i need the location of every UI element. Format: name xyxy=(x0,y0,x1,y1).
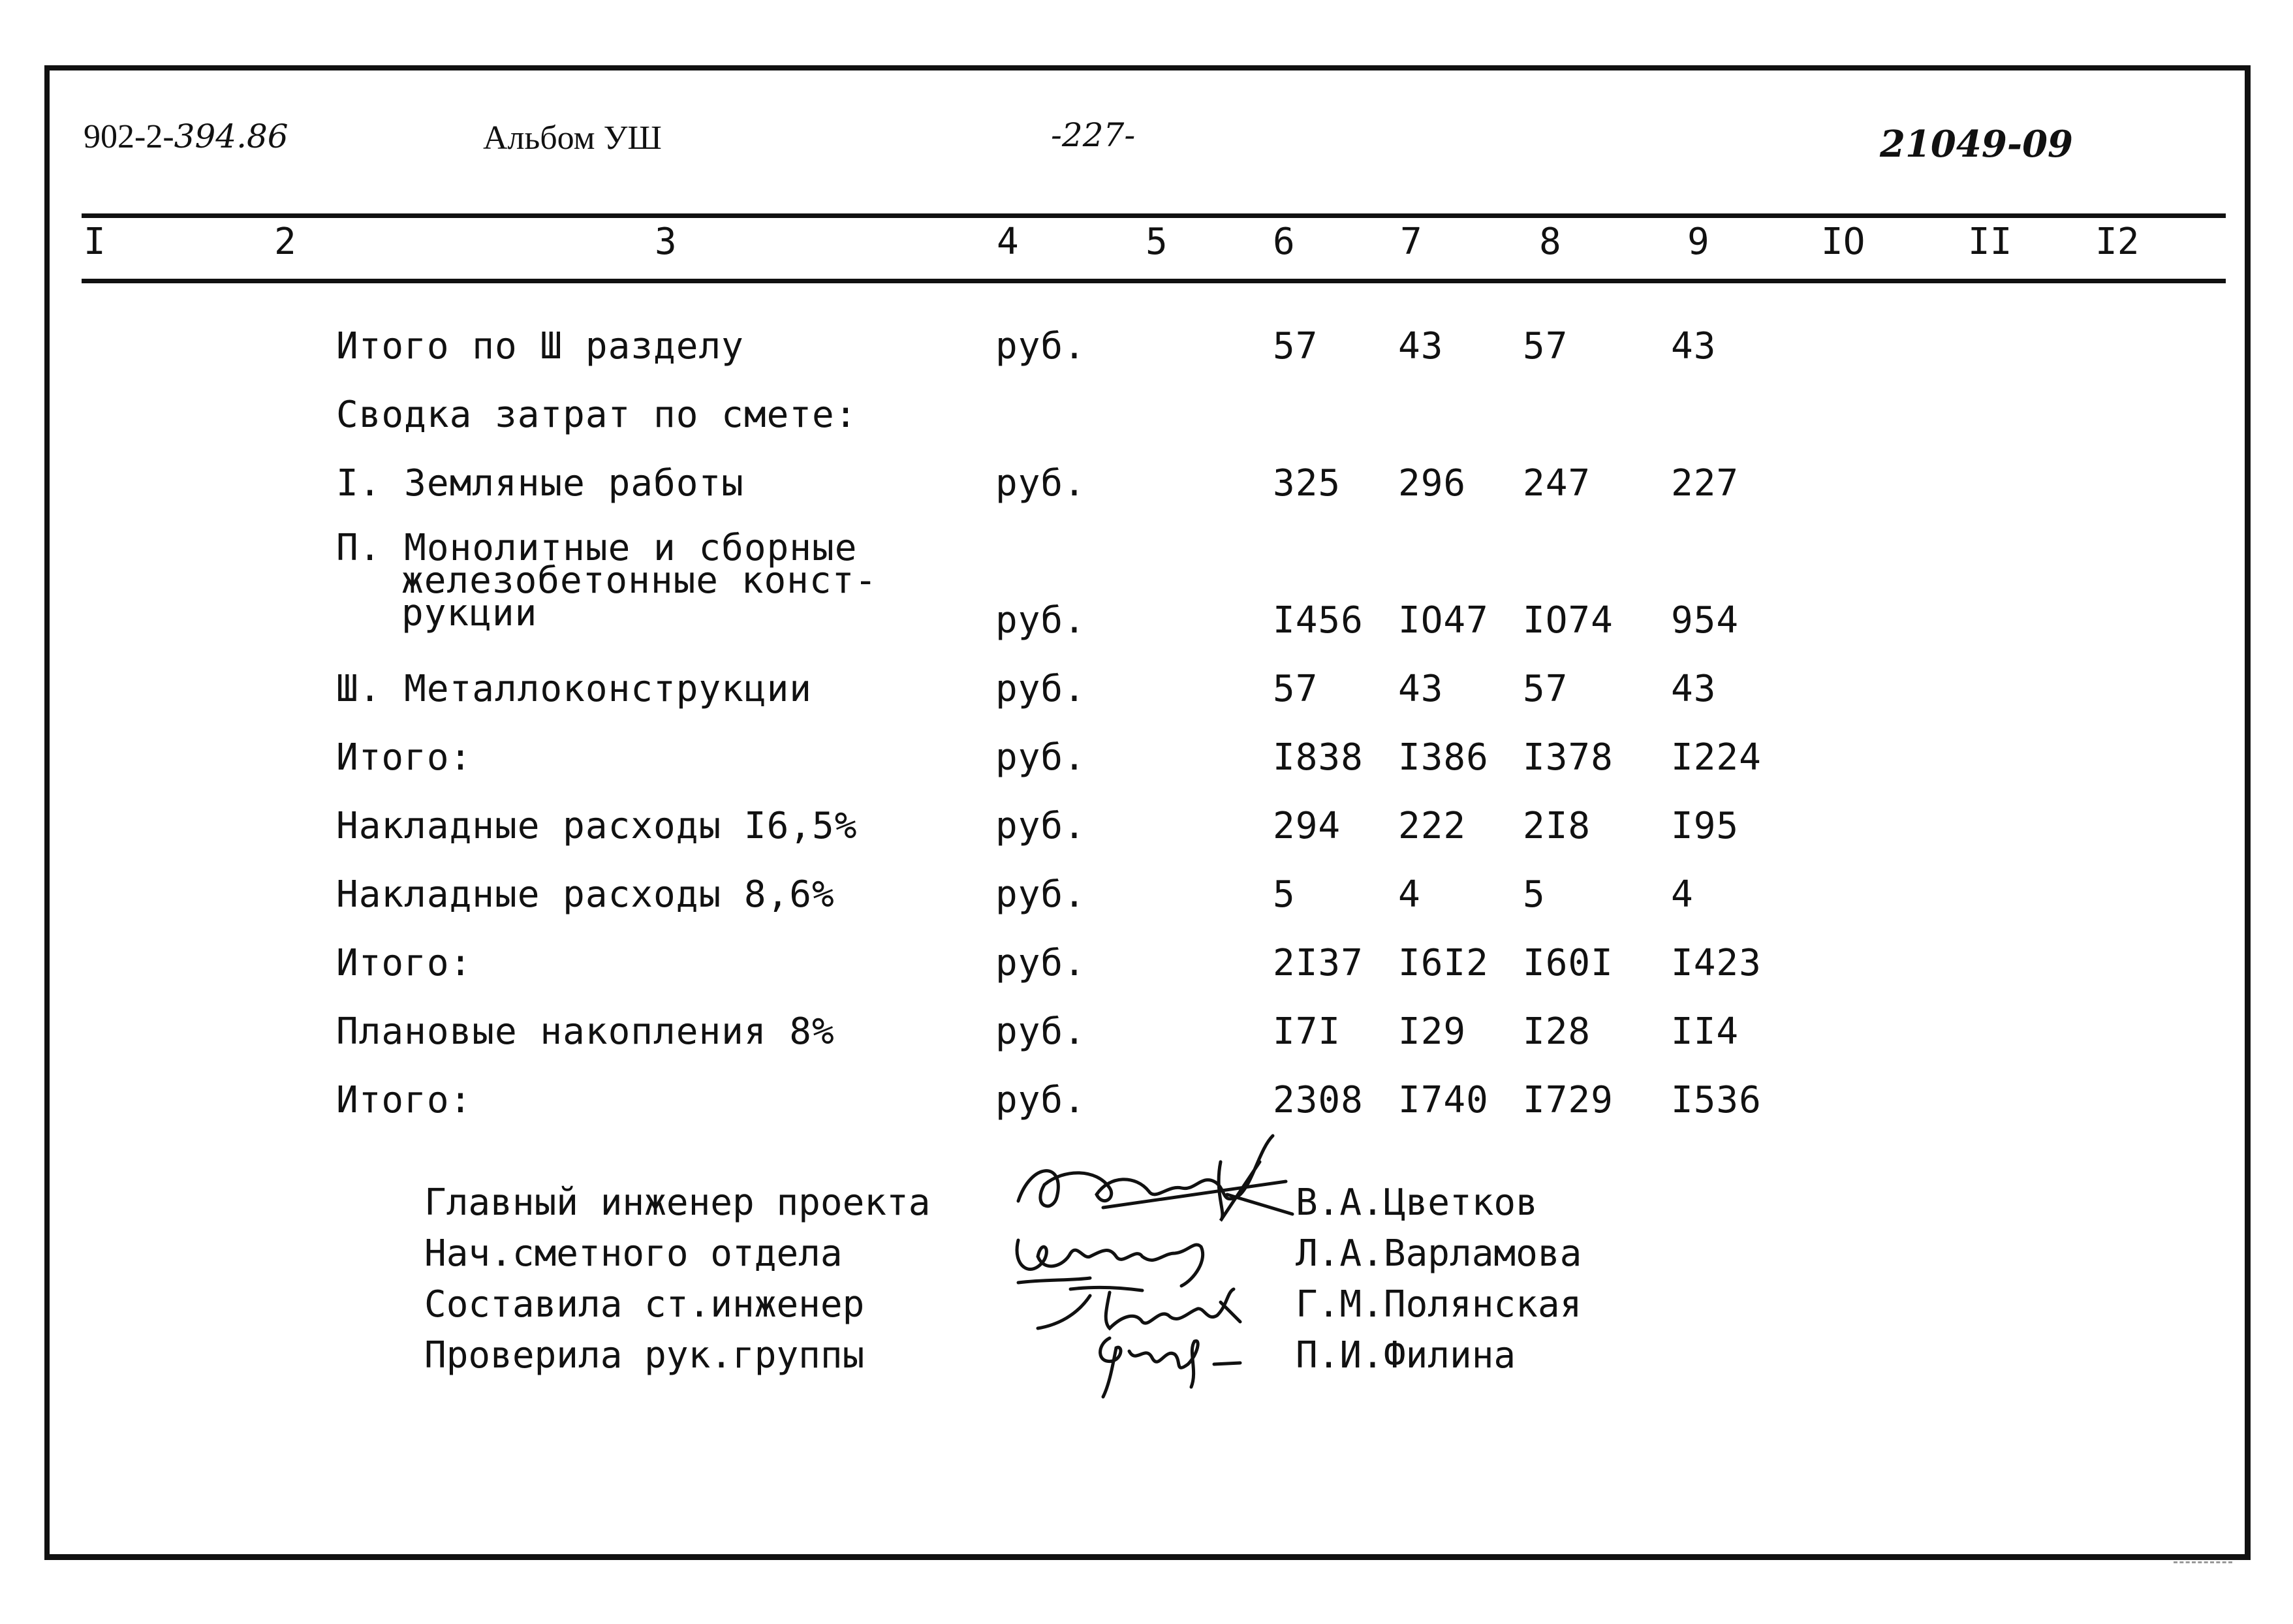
row-name: I. Земляные работы xyxy=(336,462,744,505)
row-name-line: рукции xyxy=(401,592,538,634)
row-name: Плановые накопления 8% xyxy=(336,1010,835,1053)
handwritten-signature-4 xyxy=(1084,1325,1253,1403)
row-unit: руб. xyxy=(995,462,1086,505)
signature-role: Составила ст.инженер xyxy=(424,1283,865,1326)
row-c8: 57 xyxy=(1523,325,1568,367)
col-num-4: 4 xyxy=(997,221,1019,263)
row-c6: 294 xyxy=(1273,805,1341,847)
row-c7: 222 xyxy=(1398,805,1467,847)
row-c7: I6I2 xyxy=(1398,942,1489,984)
row-name: Накладные расходы 8,6% xyxy=(336,873,835,916)
header-rule-top xyxy=(82,213,2226,218)
row-name: Ш. Металлоконструкции xyxy=(336,668,813,710)
row-c9: 954 xyxy=(1671,599,1739,642)
row-c7: 43 xyxy=(1398,325,1444,367)
row-unit: руб. xyxy=(995,1079,1086,1121)
row-name-line: П. Монолитные и сборные xyxy=(336,527,858,569)
header-rule-bottom xyxy=(82,279,2226,283)
row-c6: 57 xyxy=(1273,325,1318,367)
signature-role: Главный инженер проекта xyxy=(424,1181,931,1224)
row-c8: I729 xyxy=(1523,1079,1614,1121)
col-num-3: 3 xyxy=(655,221,677,263)
row-c9: 43 xyxy=(1671,325,1717,367)
signature-person: Л.А.Варламова xyxy=(1296,1232,1582,1275)
row-c9: II4 xyxy=(1671,1010,1739,1053)
scan-mark xyxy=(2174,1561,2232,1563)
row-c6: 2308 xyxy=(1273,1079,1364,1121)
row-name: Накладные расходы I6,5% xyxy=(336,805,858,847)
row-name: Итого: xyxy=(336,942,473,984)
row-c8: 5 xyxy=(1523,873,1546,916)
row-c9: 43 xyxy=(1671,668,1717,710)
row-c7: IO47 xyxy=(1398,599,1489,642)
row-c8: I28 xyxy=(1523,1010,1591,1053)
row-c9: 227 xyxy=(1671,462,1739,505)
row-c8: 2I8 xyxy=(1523,805,1591,847)
row-c8: IO74 xyxy=(1523,599,1614,642)
row-c9: I423 xyxy=(1671,942,1762,984)
row-unit: руб. xyxy=(995,736,1086,779)
row-c8: I60I xyxy=(1523,942,1614,984)
row-unit: руб. xyxy=(995,942,1086,984)
col-num-6: 6 xyxy=(1273,221,1295,263)
archive-number: 21049-09 xyxy=(1880,123,2073,166)
col-num-10: IO xyxy=(1821,221,1865,263)
row-c9: I536 xyxy=(1671,1079,1762,1121)
row-unit: руб. xyxy=(995,805,1086,847)
page-number: -227- xyxy=(1051,116,1136,154)
doc-number-printed: 902-2- xyxy=(84,118,174,155)
row-c9: I95 xyxy=(1671,805,1739,847)
col-num-7: 7 xyxy=(1400,221,1422,263)
row-c6: I7I xyxy=(1273,1010,1341,1053)
signature-person: В.А.Цветков xyxy=(1296,1181,1538,1224)
doc-number-handwritten: 394.86 xyxy=(174,117,289,155)
row-c6: 57 xyxy=(1273,668,1318,710)
col-num-9: 9 xyxy=(1687,221,1709,263)
signature-person: П.И.Филина xyxy=(1296,1334,1516,1377)
row-c9: 4 xyxy=(1671,873,1694,916)
signature-role: Проверила рук.группы xyxy=(424,1334,865,1377)
row-c9: I224 xyxy=(1671,736,1762,779)
row-c6: I838 xyxy=(1273,736,1364,779)
row-c7: 296 xyxy=(1398,462,1467,505)
row-c7: I29 xyxy=(1398,1010,1467,1053)
row-c8: I378 xyxy=(1523,736,1614,779)
signature-role: Нач.сметного отдела xyxy=(424,1232,843,1275)
row-unit: руб. xyxy=(995,873,1086,916)
row-c7: I740 xyxy=(1398,1079,1489,1121)
col-num-11: II xyxy=(1968,221,2012,263)
row-c7: 4 xyxy=(1398,873,1421,916)
row-name: Итого: xyxy=(336,1079,473,1121)
row-name-line: железобетонные конст- xyxy=(401,559,878,602)
row-c8: 57 xyxy=(1523,668,1568,710)
col-num-12: I2 xyxy=(2095,221,2140,263)
row-c7: 43 xyxy=(1398,668,1444,710)
row-c7: I386 xyxy=(1398,736,1489,779)
doc-number xyxy=(84,117,289,156)
row-unit: руб. xyxy=(995,1010,1086,1053)
row-c6: I456 xyxy=(1273,599,1364,642)
col-num-8: 8 xyxy=(1539,221,1561,263)
signature-person: Г.М.Полянская xyxy=(1296,1283,1582,1326)
row-unit: руб. xyxy=(995,599,1086,642)
row-c6: 5 xyxy=(1273,873,1296,916)
row-c8: 247 xyxy=(1523,462,1591,505)
row-unit: руб. xyxy=(995,668,1086,710)
album-label: Альбом УШ xyxy=(483,119,662,157)
row-name: Итого по Ш разделу xyxy=(336,325,744,367)
col-num-1: I xyxy=(84,221,106,263)
row-unit: руб. xyxy=(995,325,1086,367)
row-c6: 2I37 xyxy=(1273,942,1364,984)
row-c6: 325 xyxy=(1273,462,1341,505)
row-name: Итого: xyxy=(336,736,473,779)
row-name-multiline xyxy=(336,527,878,634)
row-name: Сводка затрат по смете: xyxy=(336,394,858,436)
col-num-2: 2 xyxy=(274,221,296,263)
col-num-5: 5 xyxy=(1146,221,1168,263)
